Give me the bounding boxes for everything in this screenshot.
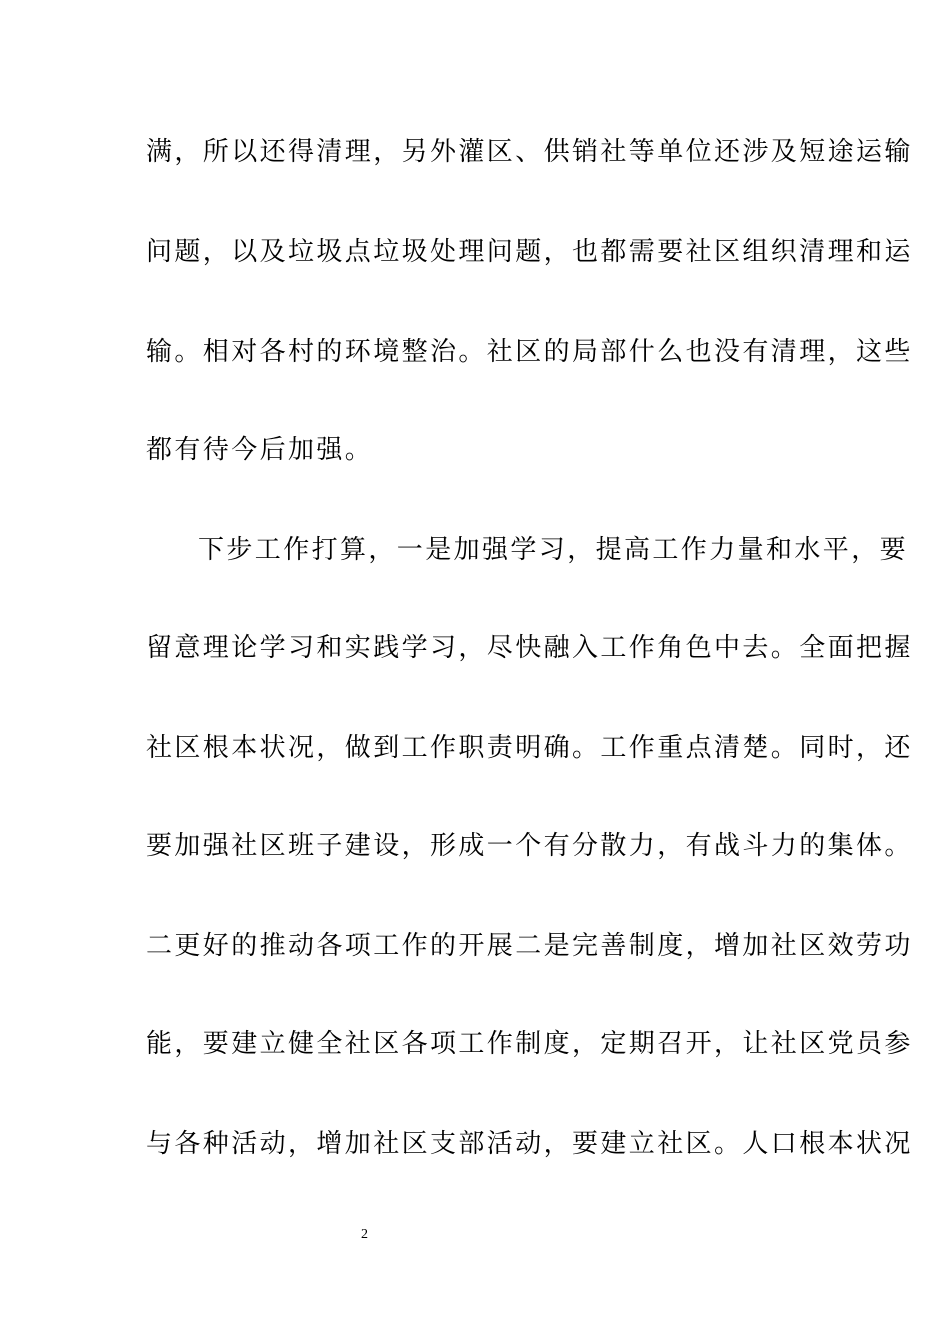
text-line: 社区根本状况，做到工作职责明确。工作重点清楚。同时，还 bbox=[146, 733, 913, 763]
text-line: 能，要建立健全社区各项工作制度，定期召开，让社区党员参 bbox=[146, 1029, 913, 1059]
text-line: 与各种活动，增加社区支部活动，要建立社区。人口根本状况 bbox=[146, 1129, 913, 1159]
text-line: 要加强社区班子建设，形成一个有分散力，有战斗力的集体。 bbox=[146, 831, 913, 861]
text-line: 都有待今后加强。 bbox=[146, 435, 374, 465]
paragraph-first-line: 下步工作打算，一是加强学习，提高工作力量和水平，要 bbox=[198, 535, 909, 565]
page-number: 2 bbox=[361, 1227, 368, 1242]
text-line: 二更好的推动各项工作的开展二是完善制度，增加社区效劳功 bbox=[146, 931, 913, 961]
text-line: 问题，以及垃圾点垃圾处理问题，也都需要社区组织清理和运 bbox=[146, 237, 913, 267]
text-line: 留意理论学习和实践学习，尽快融入工作角色中去。全面把握 bbox=[146, 633, 913, 663]
text-line: 满，所以还得清理，另外灌区、供销社等单位还涉及短途运输 bbox=[146, 137, 913, 167]
text-line: 输。相对各村的环境整治。社区的局部什么也没有清理，这些 bbox=[146, 337, 913, 367]
